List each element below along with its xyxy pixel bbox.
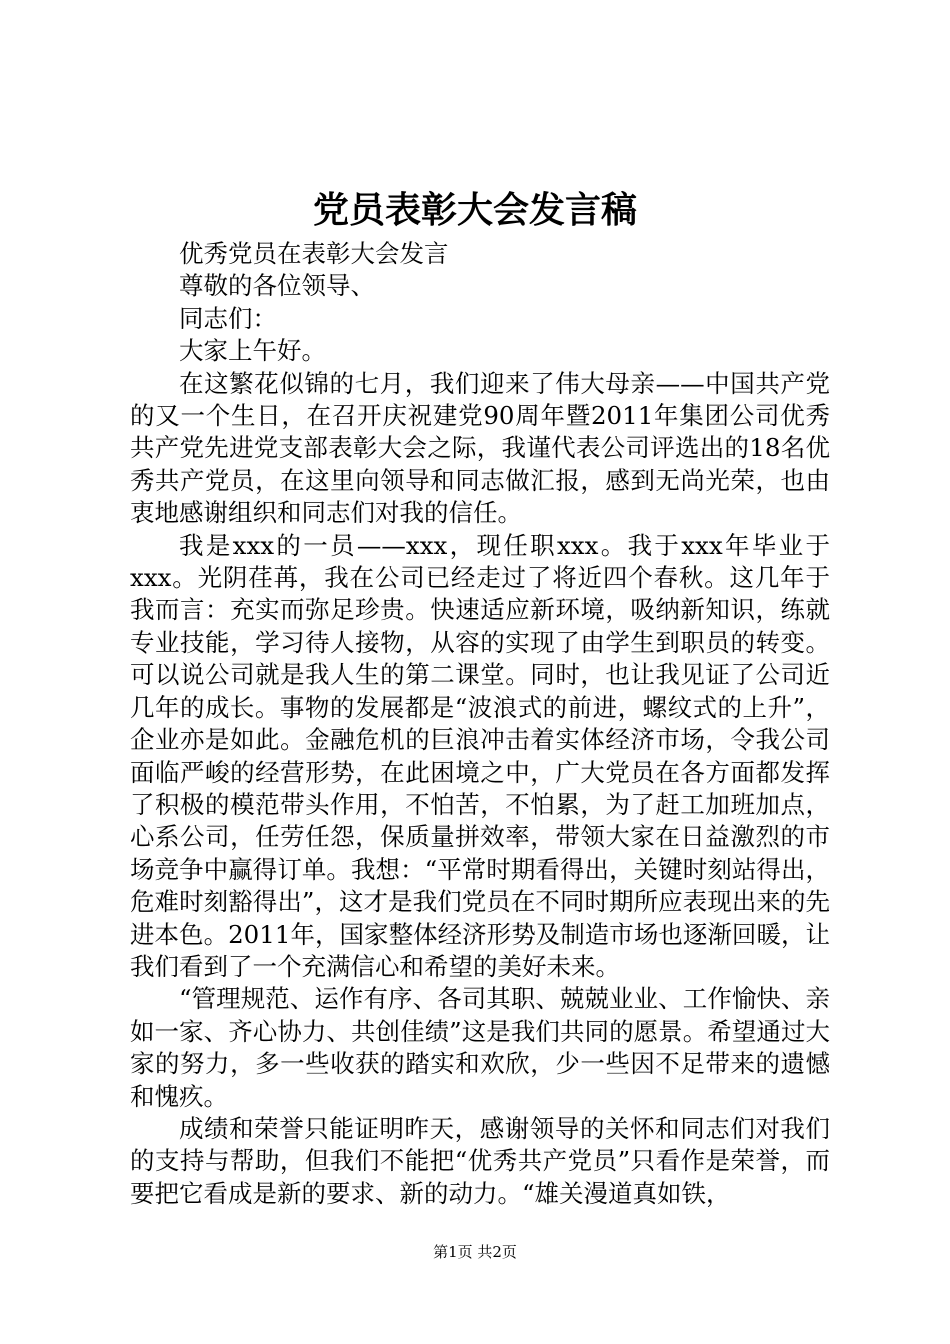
paragraph: “管理规范、运作有序、各司其职、兢兢业业、工作愉快、亲如一家、齐心协力、共创佳绩”这是我们共同的愿景。希望通过大家的努力，多一些收获的踏实和欢欣，少一些因不足带来的遗憾和愧疚。 (130, 984, 830, 1111)
document-title: 党员表彰大会发言稿 (312, 189, 637, 231)
paragraph-heading: 优秀党员在表彰大会发言 (179, 239, 449, 268)
paragraph: 在这繁花似锦的七月，我们迎来了伟大母亲——中国共产党的又一个生日，在召开庆祝建党90周年暨2011年集团公司优秀共产党先进党支部表彰大会之际，我谨代表公司评选出的18名优秀共产党员，在这里向领导和同志做汇报，感到无尚光荣，也由衷地感谢组织和同志们对我的信任。 (130, 368, 830, 528)
document-body (130, 238, 830, 1210)
paragraph: 成绩和荣誉只能证明昨天，感谢领导的关怀和同志们对我们的支持与帮助，但我们不能把“优秀共产党员”只看作是荣誉，而要把它看成是新的要求、新的动力。“雄关漫道真如铁， (130, 1113, 830, 1208)
paragraph-salutation: 尊敬的各位领导、 (179, 271, 375, 301)
paragraph-greeting: 大家上午好。 (179, 336, 326, 366)
paragraph-salutation-2: 同志们： (179, 303, 277, 333)
paragraph: 我是xxx的一员——xxx，现任职xxx。我于xxx年毕业于xxx。光阴荏苒，我在公司已经走过了将近四个春秋。这几年于我而言：充实而弥足珍贵。快速适应新环境，吸纳新知识，练就专业技能，学习待人接物，从容的实现了由学生到职员的转变。可以说公司就是我人生的第二课堂。同时，也让我见证了公司近几年的成长。事物的发展都是“波浪式的前进，螺纹式的上升”，企业亦是如此。金融危机的巨浪冲击着实体经济市场，令我公司面临严峻的经营形势，在此困境之中，广大党员在各方面都发挥了积极的模范带头作用，不怕苦，不怕累，为了赶工加班加点，心系公司，任劳任怨，保质量拼效率，带领大家在日益激烈的市场竞争中赢得订单。我想：“平常时期看得出，关键时刻站得出，危难时刻豁得出”，这才是我们党员在不同时期所应表现出来的先进本色。2011年，国家整体经济形势及制造市场也逐渐回暖，让我们看到了一个充满信心和希望的美好未来。 (130, 530, 830, 981)
page-footer: 第1页 共2页 (433, 1243, 517, 1261)
